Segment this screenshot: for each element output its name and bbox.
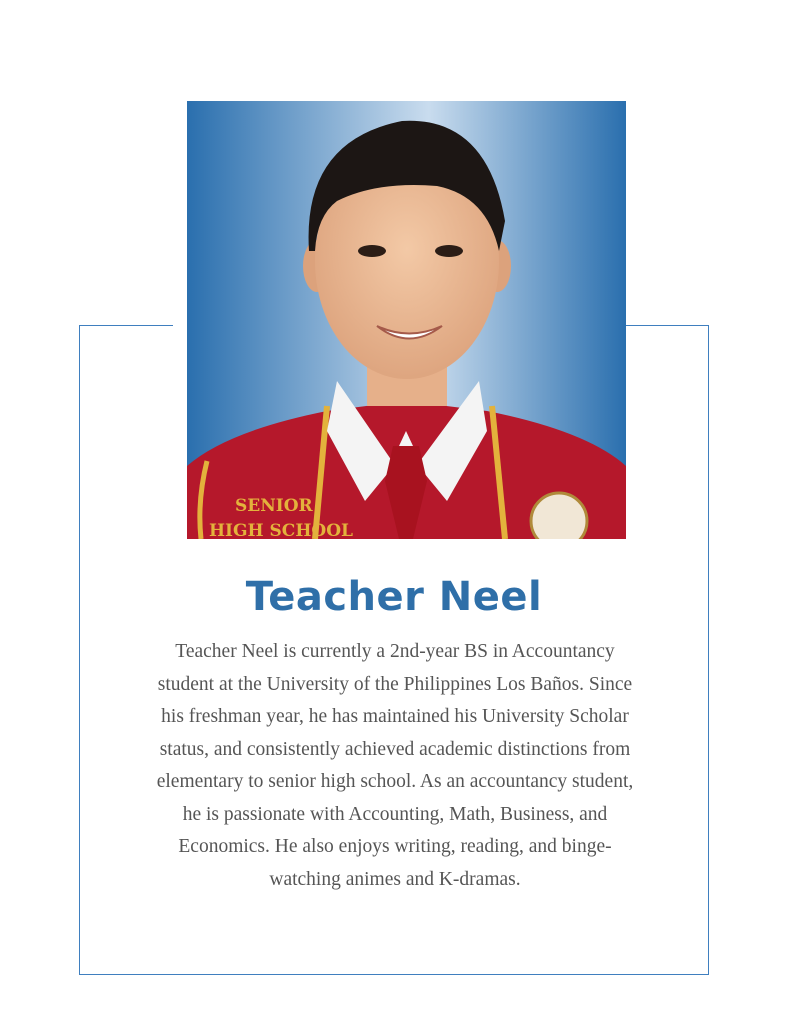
bio-line: student at the University of the Philippines Los Baños. Since <box>157 673 633 695</box>
bio-line: elementary to senior high school. As an accountancy student, <box>156 771 634 792</box>
profile-bio <box>110 636 680 896</box>
frame-top-right-line <box>626 325 709 326</box>
profile-name: Teacher Neel <box>245 574 543 620</box>
stole-text-line1: SENIOR <box>235 496 313 516</box>
frame-left-line <box>79 325 80 975</box>
bio-line: watching animes and K-dramas. <box>269 868 521 890</box>
frame-right-line <box>708 325 709 975</box>
frame-bottom-line <box>79 974 709 975</box>
bio-line: status, and consistently achieved academic distinctions from <box>159 738 631 760</box>
frame-top-left-line <box>79 325 173 326</box>
stole-text-line2: HIGH SCHOOL <box>209 521 353 539</box>
bio-line: Economics. He also enjoys writing, reading, and binge- <box>178 836 612 857</box>
bio-line: his freshman year, he has maintained his University Scholar <box>161 706 629 727</box>
bio-line: Teacher Neel is currently a 2nd-year BS in Accountancy <box>175 641 615 662</box>
bio-line: he is passionate with Accounting, Math, Business, and <box>182 803 608 825</box>
profile-photo <box>187 101 626 539</box>
